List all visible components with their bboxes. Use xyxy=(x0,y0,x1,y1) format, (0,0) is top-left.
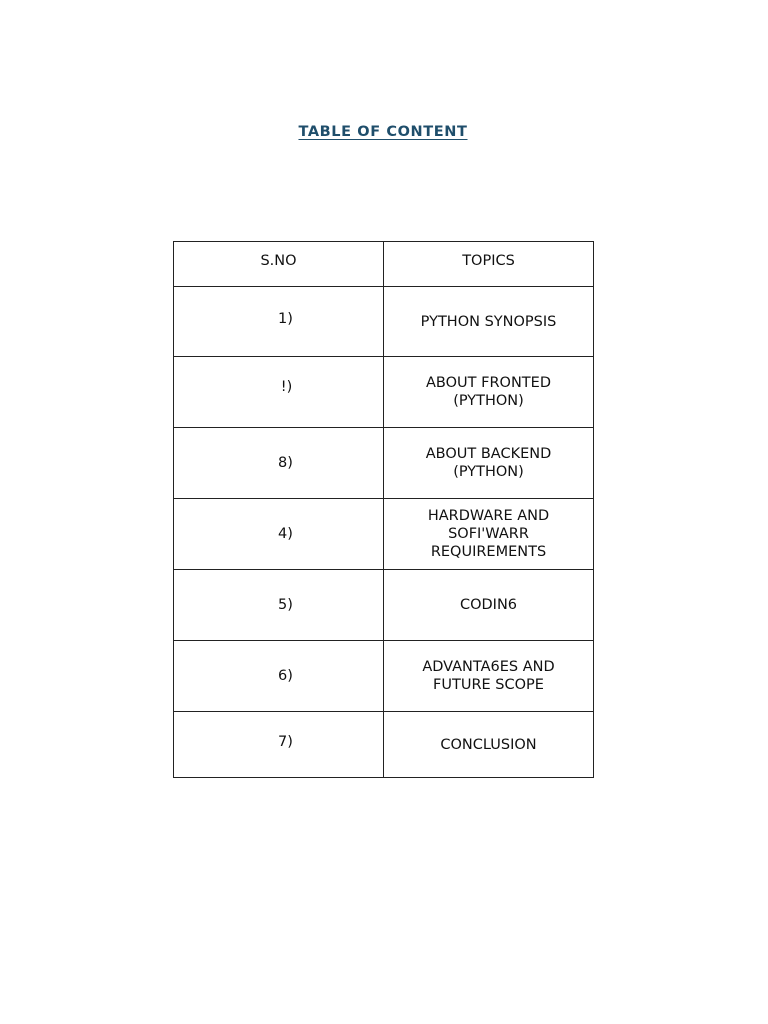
header-sno-label: S.NO xyxy=(260,253,297,269)
sno-cell xyxy=(174,499,384,570)
topic-label: ABOUT FRONTED (PYTHON) xyxy=(426,375,551,409)
header-topics-label: TOPICS xyxy=(462,253,515,269)
sno-label: 1) xyxy=(278,310,293,327)
topic-label: ABOUT BACKEND (PYTHON) xyxy=(425,446,552,480)
table-row xyxy=(174,287,594,357)
sno-label: 7) xyxy=(278,733,293,750)
table-header-row xyxy=(174,242,594,287)
sno-label: !) xyxy=(280,379,293,395)
sno-cell xyxy=(174,428,384,499)
topic-cell xyxy=(384,287,594,357)
topic-cell xyxy=(384,499,594,570)
sno-cell xyxy=(174,570,384,641)
header-sno xyxy=(174,242,384,287)
table-row xyxy=(174,570,594,641)
table-row xyxy=(174,357,594,428)
topic-label: CODIN6 xyxy=(459,597,518,613)
sno-label: 6) xyxy=(278,668,293,684)
topic-cell xyxy=(384,641,594,712)
table-row xyxy=(174,712,594,778)
topic-cell xyxy=(384,712,594,778)
topic-label: CONCLUSION xyxy=(440,736,537,753)
topic-cell xyxy=(384,428,594,499)
header-topics xyxy=(384,242,594,287)
table-row xyxy=(174,641,594,712)
topic-label: PYTHON SYNOPSIS xyxy=(420,313,557,330)
topic-label: ADVANTA6ES AND FUTURE SCOPE xyxy=(422,659,555,693)
table-row xyxy=(174,499,594,570)
sno-cell xyxy=(174,641,384,712)
sno-label: 5) xyxy=(278,597,293,613)
sno-cell xyxy=(174,357,384,428)
toc-table xyxy=(173,241,594,778)
topic-cell xyxy=(384,357,594,428)
page-title: TABLE OF CONTENT xyxy=(298,124,468,140)
topic-cell xyxy=(384,570,594,641)
sno-label: 8) xyxy=(278,455,293,471)
sno-cell xyxy=(174,287,384,357)
sno-cell xyxy=(174,712,384,778)
sno-label: 4) xyxy=(278,526,293,542)
table-row xyxy=(174,428,594,499)
topic-label: HARDWARE AND SOFI'WARR REQUIREMENTS xyxy=(427,508,550,560)
